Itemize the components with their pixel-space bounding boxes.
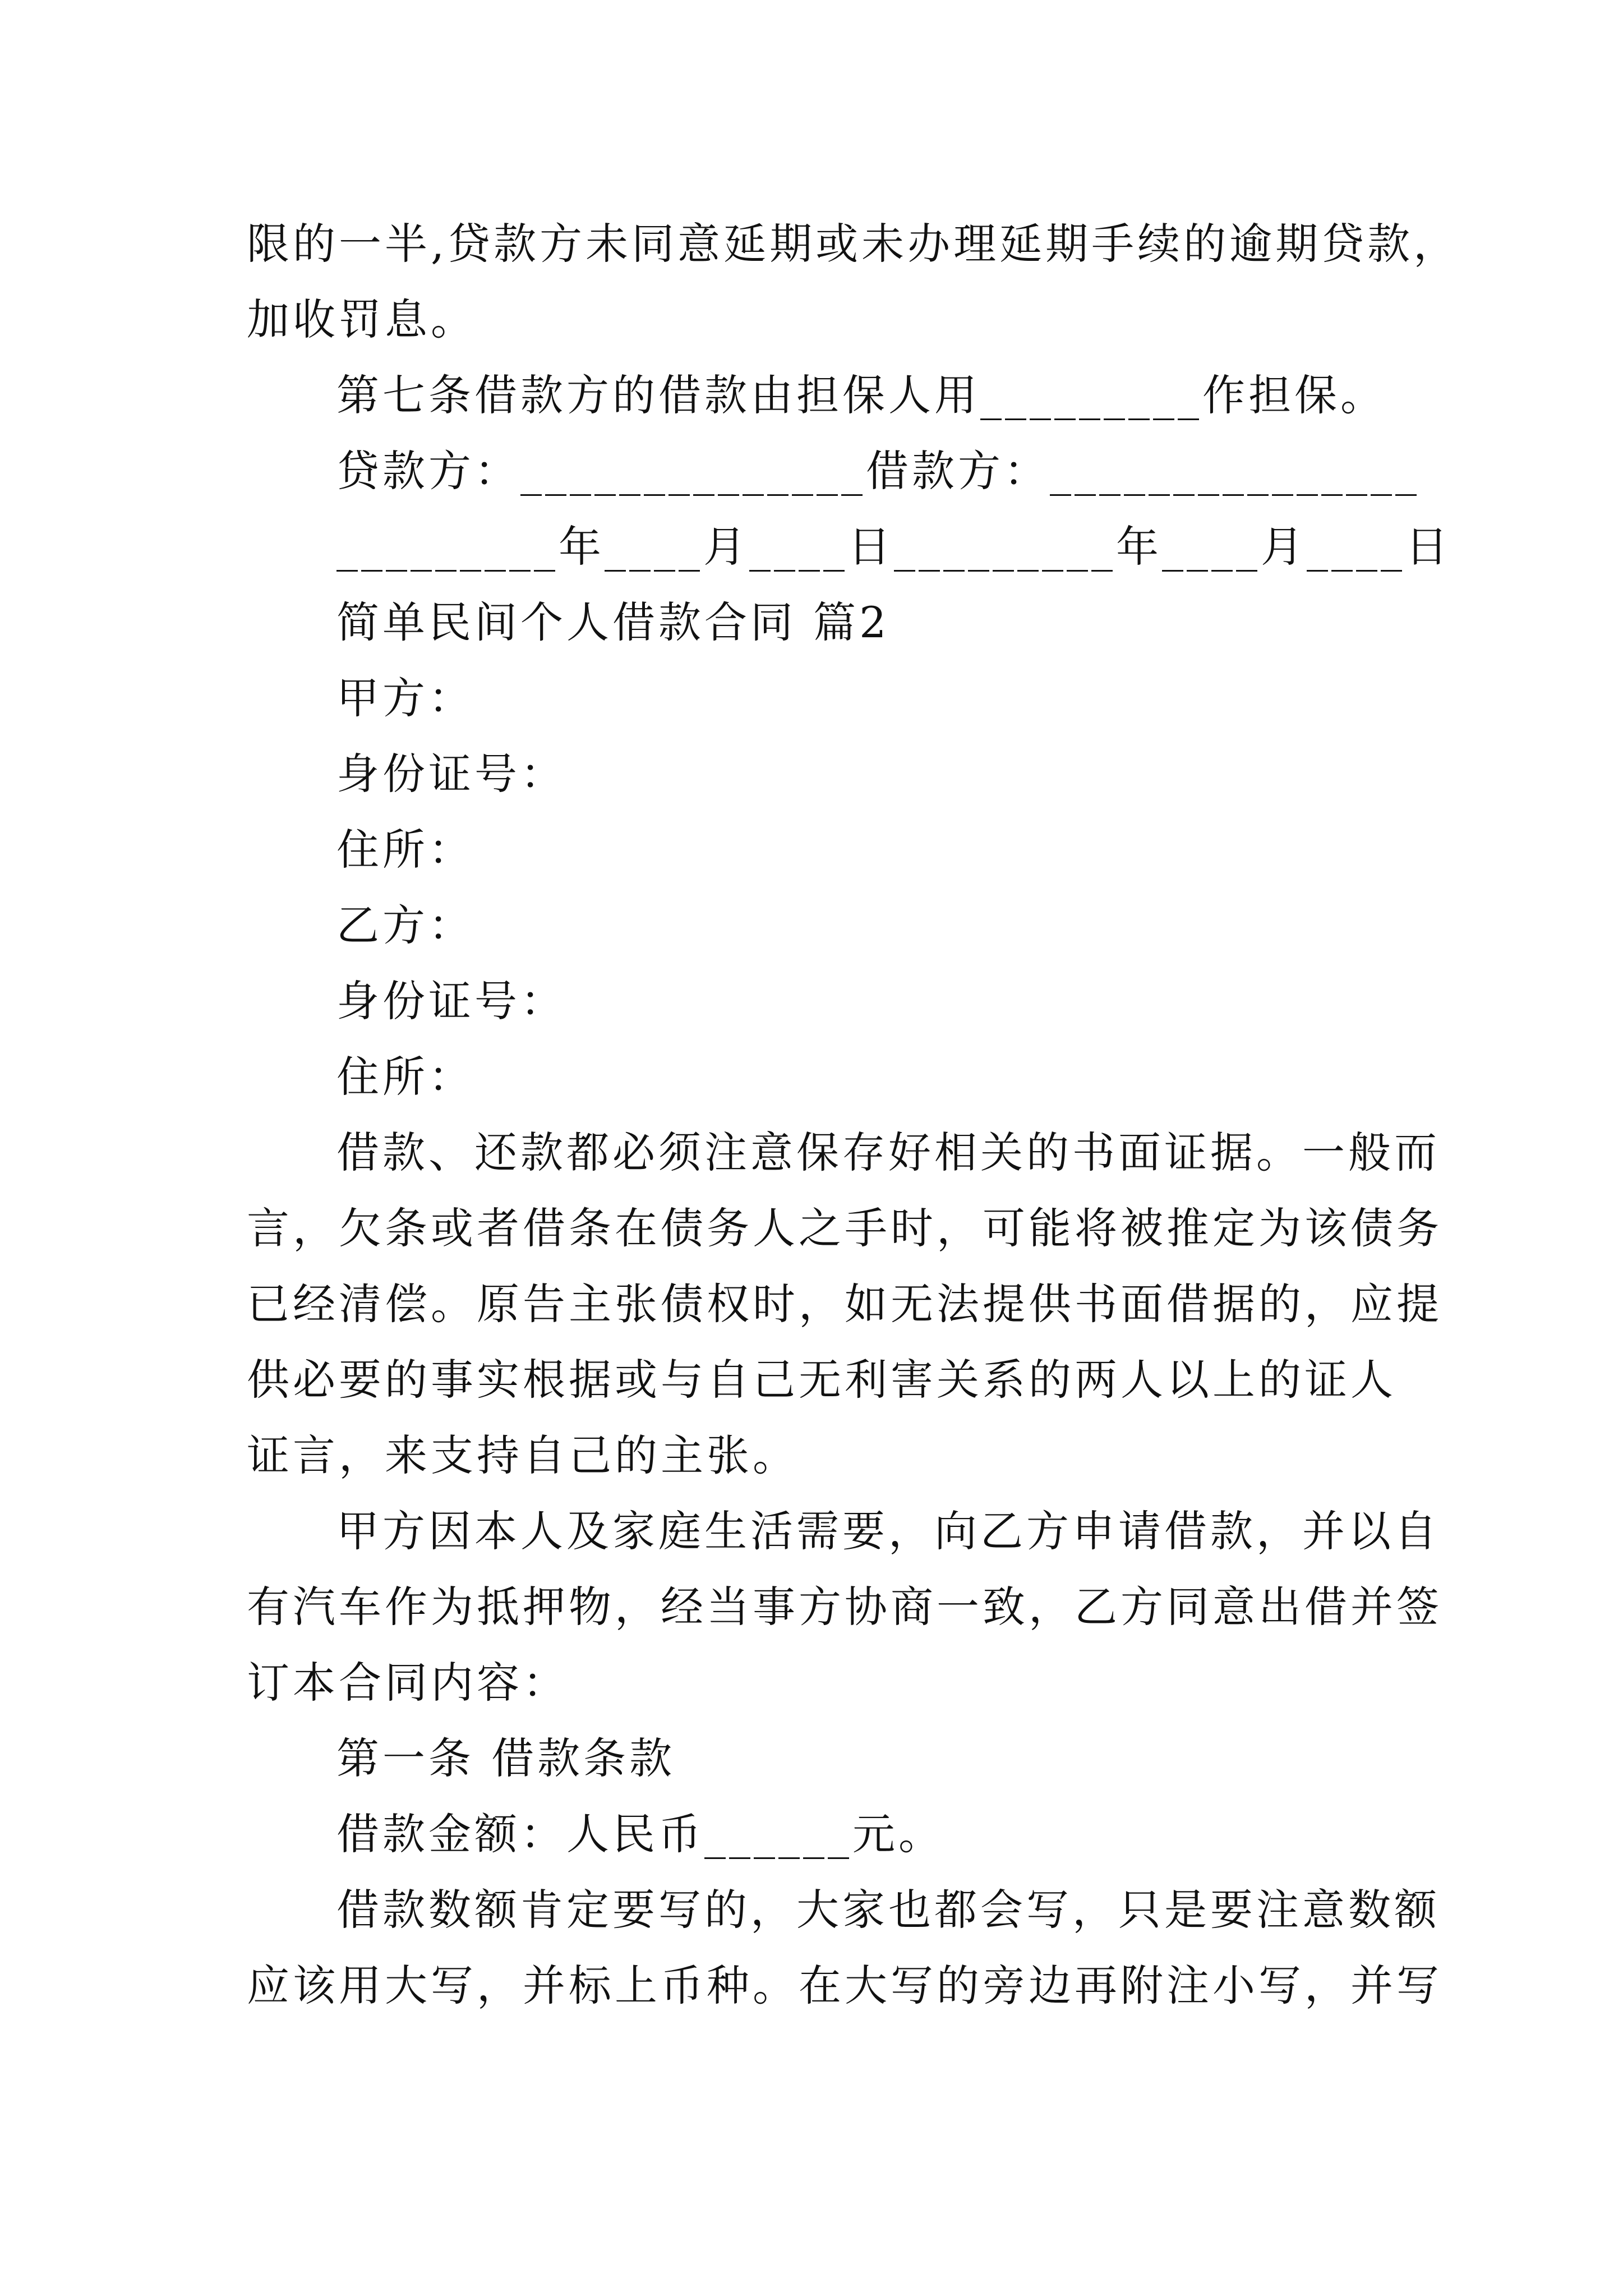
party-b-id-label: 身份证号： — [336, 976, 566, 1026]
party-a-label: 甲方： — [336, 673, 474, 723]
text-line: 已经清偿。原告主张债权时，如无法提供书面借据的，应提 — [247, 1279, 1442, 1329]
loan-amount-line: 借款金额：人民币______元。 — [336, 1809, 944, 1859]
signature-parties: 贷款方：______________借款方：_______________ — [336, 446, 1420, 496]
text-line: 有汽车作为抵押物，经当事方协商一致，乙方同意出借并签 — [247, 1582, 1442, 1632]
text-line: 加收罚息。 — [247, 295, 477, 344]
party-a-address-label: 住所： — [336, 825, 474, 875]
text-line: 供必要的事实根据或与自己无利害关系的两人以上的证人 — [247, 1355, 1396, 1405]
clause-one-heading: 第一条 借款条款 — [336, 1733, 676, 1783]
party-b-label: 乙方： — [336, 900, 474, 950]
section-heading: 简单民间个人借款合同 篇2 — [336, 597, 890, 647]
text-line: 甲方因本人及家庭生活需要，向乙方申请借款，并以自 — [336, 1506, 1440, 1556]
text-line: 借款数额肯定要写的，大家也都会写，只是要注意数额 — [336, 1885, 1440, 1935]
text-line: 应该用大写，并标上币种。在大写的旁边再附注小写，并写 — [247, 1961, 1442, 2010]
clause-seven: 第七条借款方的借款由担保人用_________作担保。 — [336, 370, 1386, 420]
text-line: 限的一半,贷款方未同意延期或未办理延期手续的逾期贷款， — [247, 219, 1460, 269]
text-line: 证言，来支持自己的主张。 — [247, 1430, 799, 1480]
text-line: 借款、还款都必须注意保存好相关的书面证据。一般而 — [336, 1128, 1440, 1177]
signature-dates: _________年____月____日_________年____月____日 — [336, 522, 1451, 572]
party-b-address-label: 住所： — [336, 1052, 474, 1102]
text-line: 言，欠条或者借条在债务人之手时，可能将被推定为该债务 — [247, 1203, 1442, 1253]
party-a-id-label: 身份证号： — [336, 749, 566, 799]
text-line: 订本合同内容： — [247, 1658, 569, 1708]
